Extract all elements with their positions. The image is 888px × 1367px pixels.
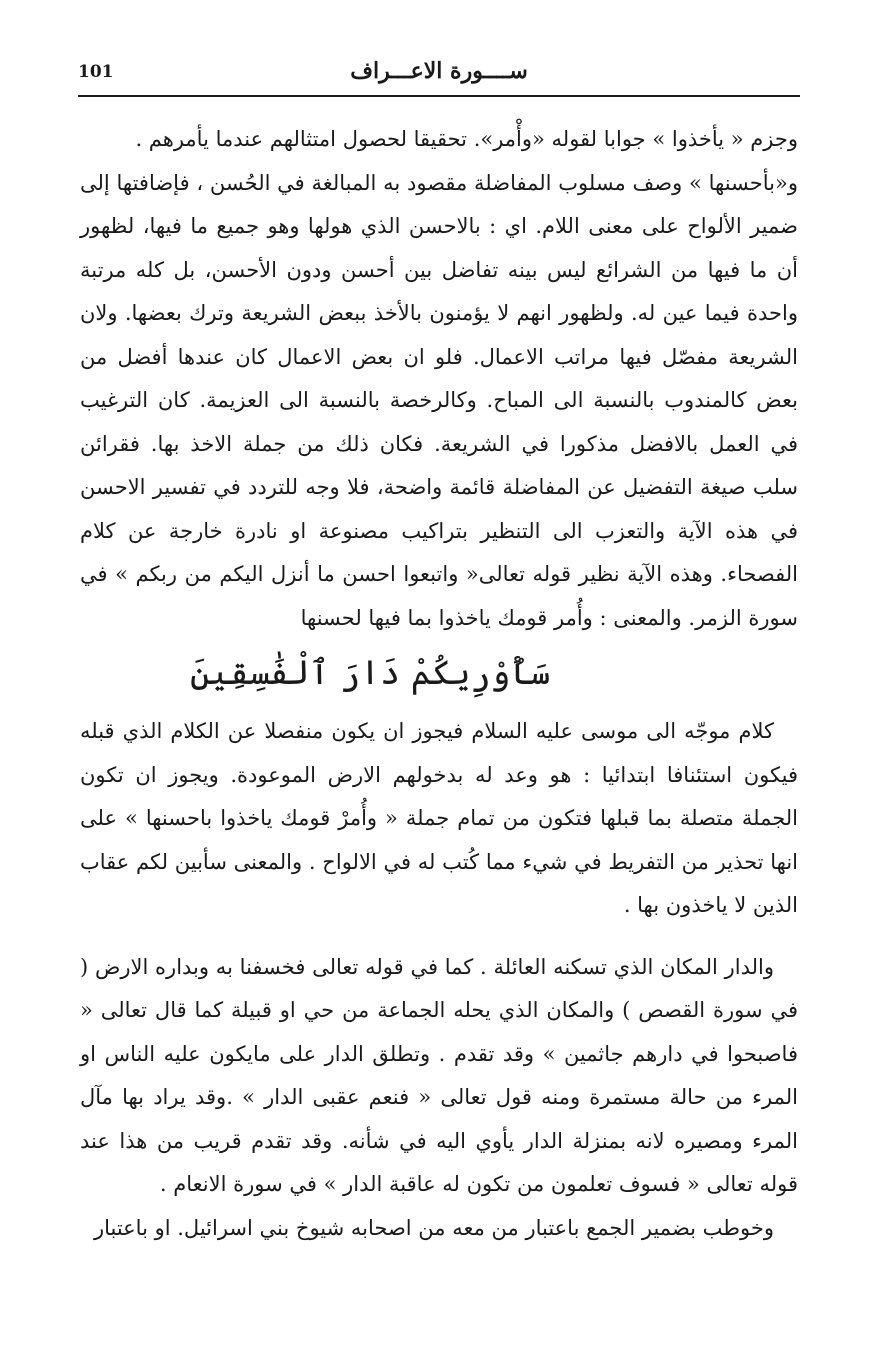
- page-body: [80, 118, 798, 1250]
- paragraph-2: و«بأحسنها » وصف مسلوب المفاضلة مقصود به المبالغة في الحُسن ، فإضافتها إلى ضمير الألواح على معنى اللام. اي : بالاحسن الذي هولها وهو جميع ما فيها، لظهور أن ما فيها من الشرائع ليس بينه تفاضل بين أحسن ودون الأحسن، بل كله مرتبة واحدة فيما عين له. ولظهور انهم لا يؤمنون بالأخذ ببعض الشريعة وترك بعضها. ولان الشريعة مفصّل فيها مراتب الاعمال. فلو ان بعض الاعمال كان عندها أفضل من بعض كالمندوب بالنسبة الى المباح. وكالرخصة بالنسبة الى العزيمة. كان الترغيب في العمل بالافضل مذكورا في الشريعة. فكان ذلك من جملة الاخذ بها. فقرائن سلب صيغة التفضيل عن المفاضلة قائمة واضحة، فلا وجه للتردد في تفسير الاحسن في هذه الآية والتعزب الى التنظير بتراكيب مصنوعة او نادرة خارجة عن كلام الفصحاء. وهذه الآية نظير قوله تعالى« واتبعوا احسن ما أنزل اليكم من ربكم » في سورة الزمر. والمعنى : وأُمر قومك ياخذوا بما فيها لحسنها: [80, 170, 798, 630]
- paragraph-5: وخوطب بضمير الجمع باعتبار من معه من اصحابه شيوخ بني اسرائيل. او باعتبار: [93, 1215, 774, 1240]
- quran-verse: سَأُوْرِيكُمْ دَارَ ٱلْفَٰسِقِينَ: [190, 653, 551, 693]
- surah-title: ســــورة الاعـــراف: [350, 58, 528, 84]
- paragraph-gap: [80, 928, 798, 946]
- paragraph-1: وجزم « يأخذوا » جوابا لقوله «وأْمر». تحقيقا لحصول امتثالهم عندما يأمرهم .: [135, 127, 798, 151]
- paragraph-4: والدار المكان الذي تسكنه العائلة . كما في قوله تعالى فخسفنا به وبداره الارض ( في سورة القصص ) والمكان الذي يحله الجماعة من حي او قبيلة كما قال تعالى « فاصبحوا في دارهم جاثمين » وقد تقدم . وتطلق الدار على مايكون عليه الناس او المرء من حالة مستمرة ومنه قول تعالى « فنعم عقبى الدار » .وقد يراد بها مآل المرء ومصيره لانه بمنزلة الدار يأوي اليه في شأنه. وقد تقدم قريب من هذا عند قوله تعالى « فسوف تعلمون من تكون له عاقبة الدار » في سورة الانعام .: [80, 954, 798, 1196]
- paragraph-3: كلام موجّه الى موسى عليه السلام فيجوز ان يكون منفصلا عن الكلام الذي قبله فيكون استئنافا ابتدائيا : هو وعد له بدخولهم الارض الموعودة. ويجوز ان تكون الجملة متصلة بما قبلها فتكون من تمام جملة « وأُمرْ قومك ياخذوا باحسنها » على انها تحذير من التفريط في شيء مما كُتب له في الالواح . والمعنى سأبين لكم عقاب الذين لا ياخذون بها .: [80, 719, 798, 917]
- page-header: [78, 52, 800, 94]
- page-number: 101: [78, 62, 114, 82]
- header-rule: [78, 95, 800, 97]
